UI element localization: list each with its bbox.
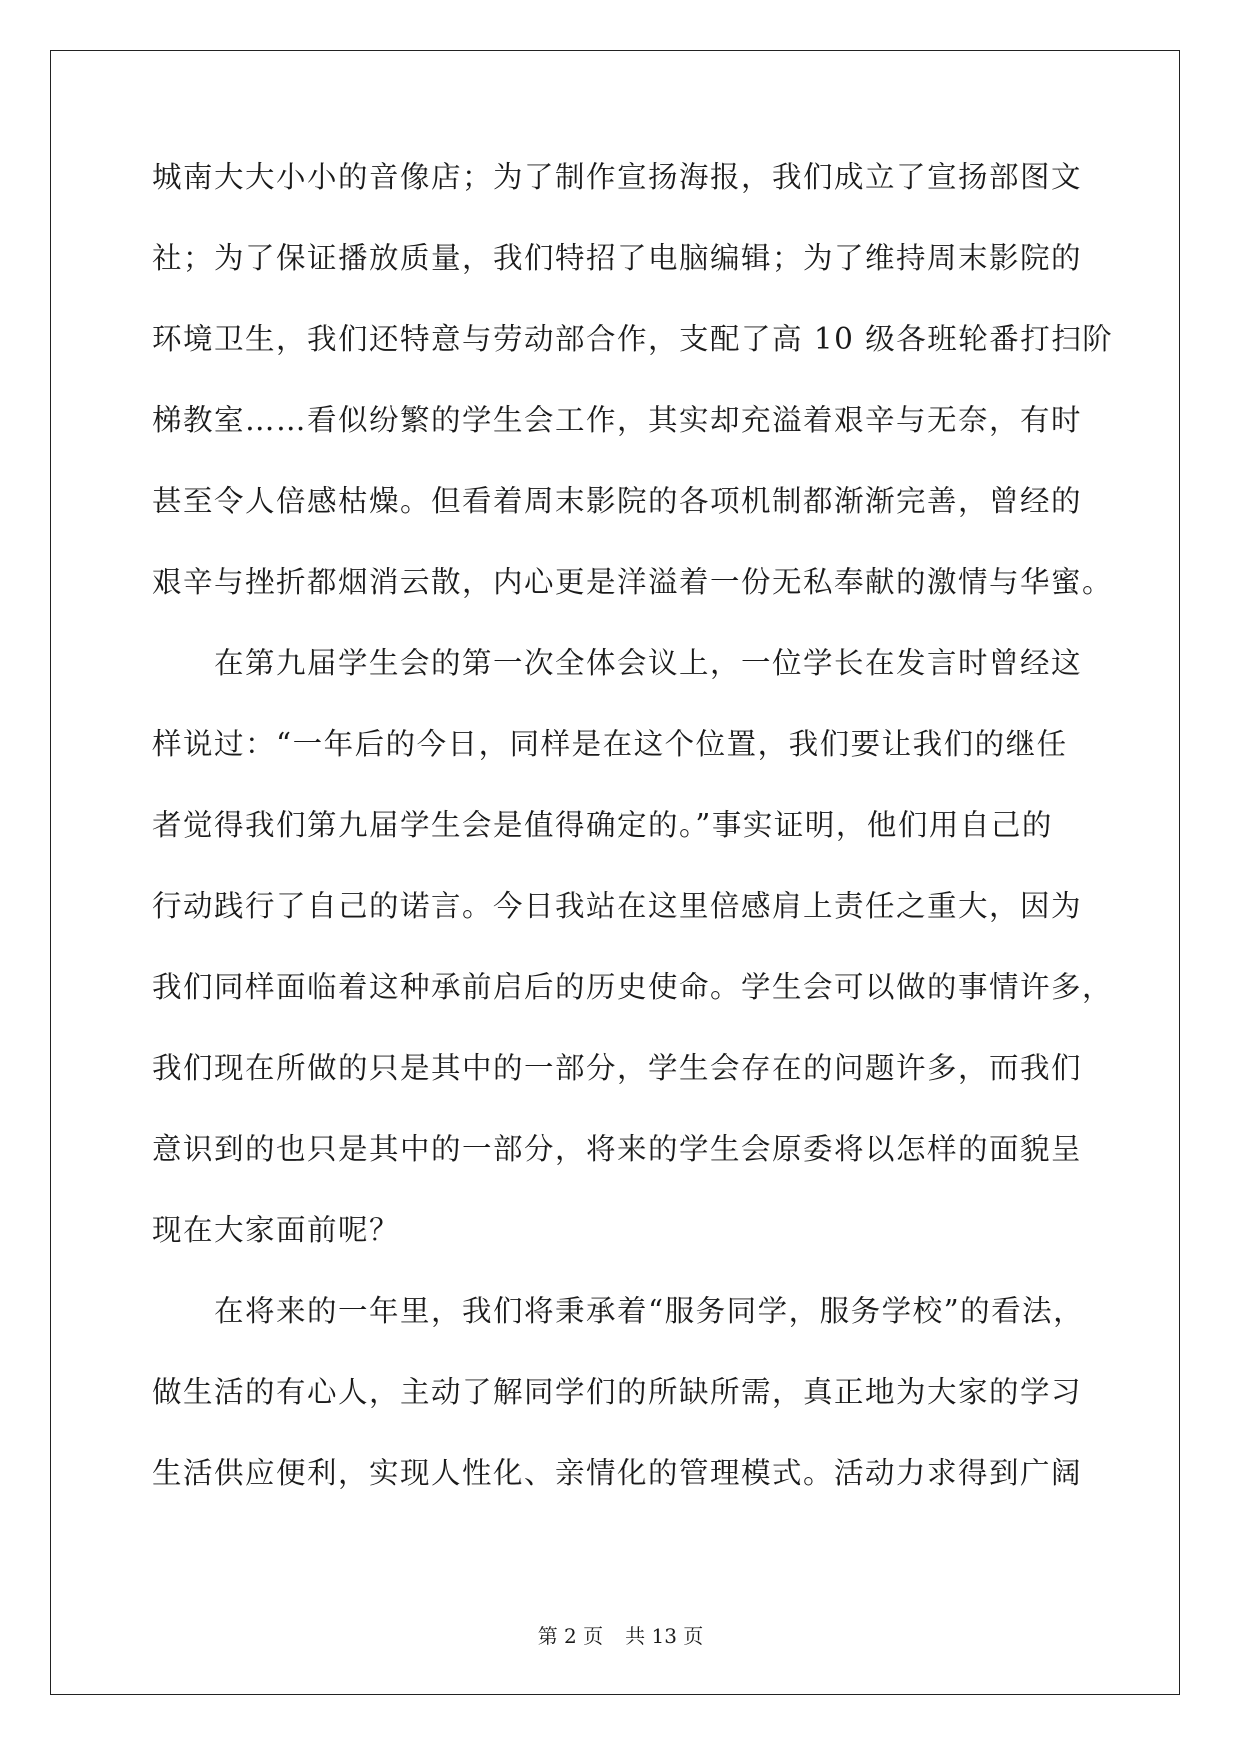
text-line: 行动践行了自己的诺言。今日我站在这里倍感肩上责任之重大，因为 — [152, 889, 1083, 923]
text-line: 意识到的也只是其中的一部分，将来的学生会原委将以怎样的面貌呈 — [152, 1132, 1083, 1166]
page-total: 共 13 页 — [625, 1624, 704, 1648]
text-line: 样说过：“一年后的今日，同样是在这个位置，我们要让我们的继任 — [152, 727, 1068, 761]
text-line: 我们现在所做的只是其中的一部分，学生会存在的问题许多，而我们 — [152, 1051, 1083, 1085]
text-line: 艰辛与挫折都烟消云散，内心更是洋溢着一份无私奉献的激情与华蜜。 — [152, 565, 1114, 599]
text-line: 社；为了保证播放质量，我们特招了电脑编辑；为了维持周末影院的 — [152, 241, 1083, 275]
page-number: 第 2 页 — [537, 1624, 604, 1648]
text-line: 者觉得我们第九届学生会是值得确定的。”事实证明，他们用自己的 — [152, 808, 1053, 842]
text-line: 在将来的一年里，我们将秉承着“服务同学，服务学校”的看法， — [214, 1294, 1085, 1328]
text-line: 我们同样面临着这种承前启后的历史使命。学生会可以做的事情许多， — [152, 970, 1114, 1004]
text-line: 在第九届学生会的第一次全体会议上，一位学长在发言时曾经这 — [214, 646, 1083, 680]
page-footer — [0, 1620, 1241, 1649]
text-line: 城南大大小小的音像店；为了制作宣扬海报，我们成立了宣扬部图文 — [152, 160, 1083, 194]
text-line: 生活供应便利，实现人性化、亲情化的管理模式。活动力求得到广阔 — [152, 1456, 1083, 1490]
text-line: 做生活的有心人，主动了解同学们的所缺所需，真正地为大家的学习 — [152, 1375, 1083, 1409]
text-line: 甚至令人倍感枯燥。但看着周末影院的各项机制都渐渐完善，曾经的 — [152, 484, 1083, 518]
text-line: 梯教室……看似纷繁的学生会工作，其实却充溢着艰辛与无奈，有时 — [152, 403, 1083, 437]
text-line: 环境卫生，我们还特意与劳动部合作，支配了高 10 级各班轮番打扫阶 — [152, 322, 1114, 356]
page-border — [50, 50, 1180, 1695]
text-line: 现在大家面前呢？ — [152, 1213, 401, 1247]
